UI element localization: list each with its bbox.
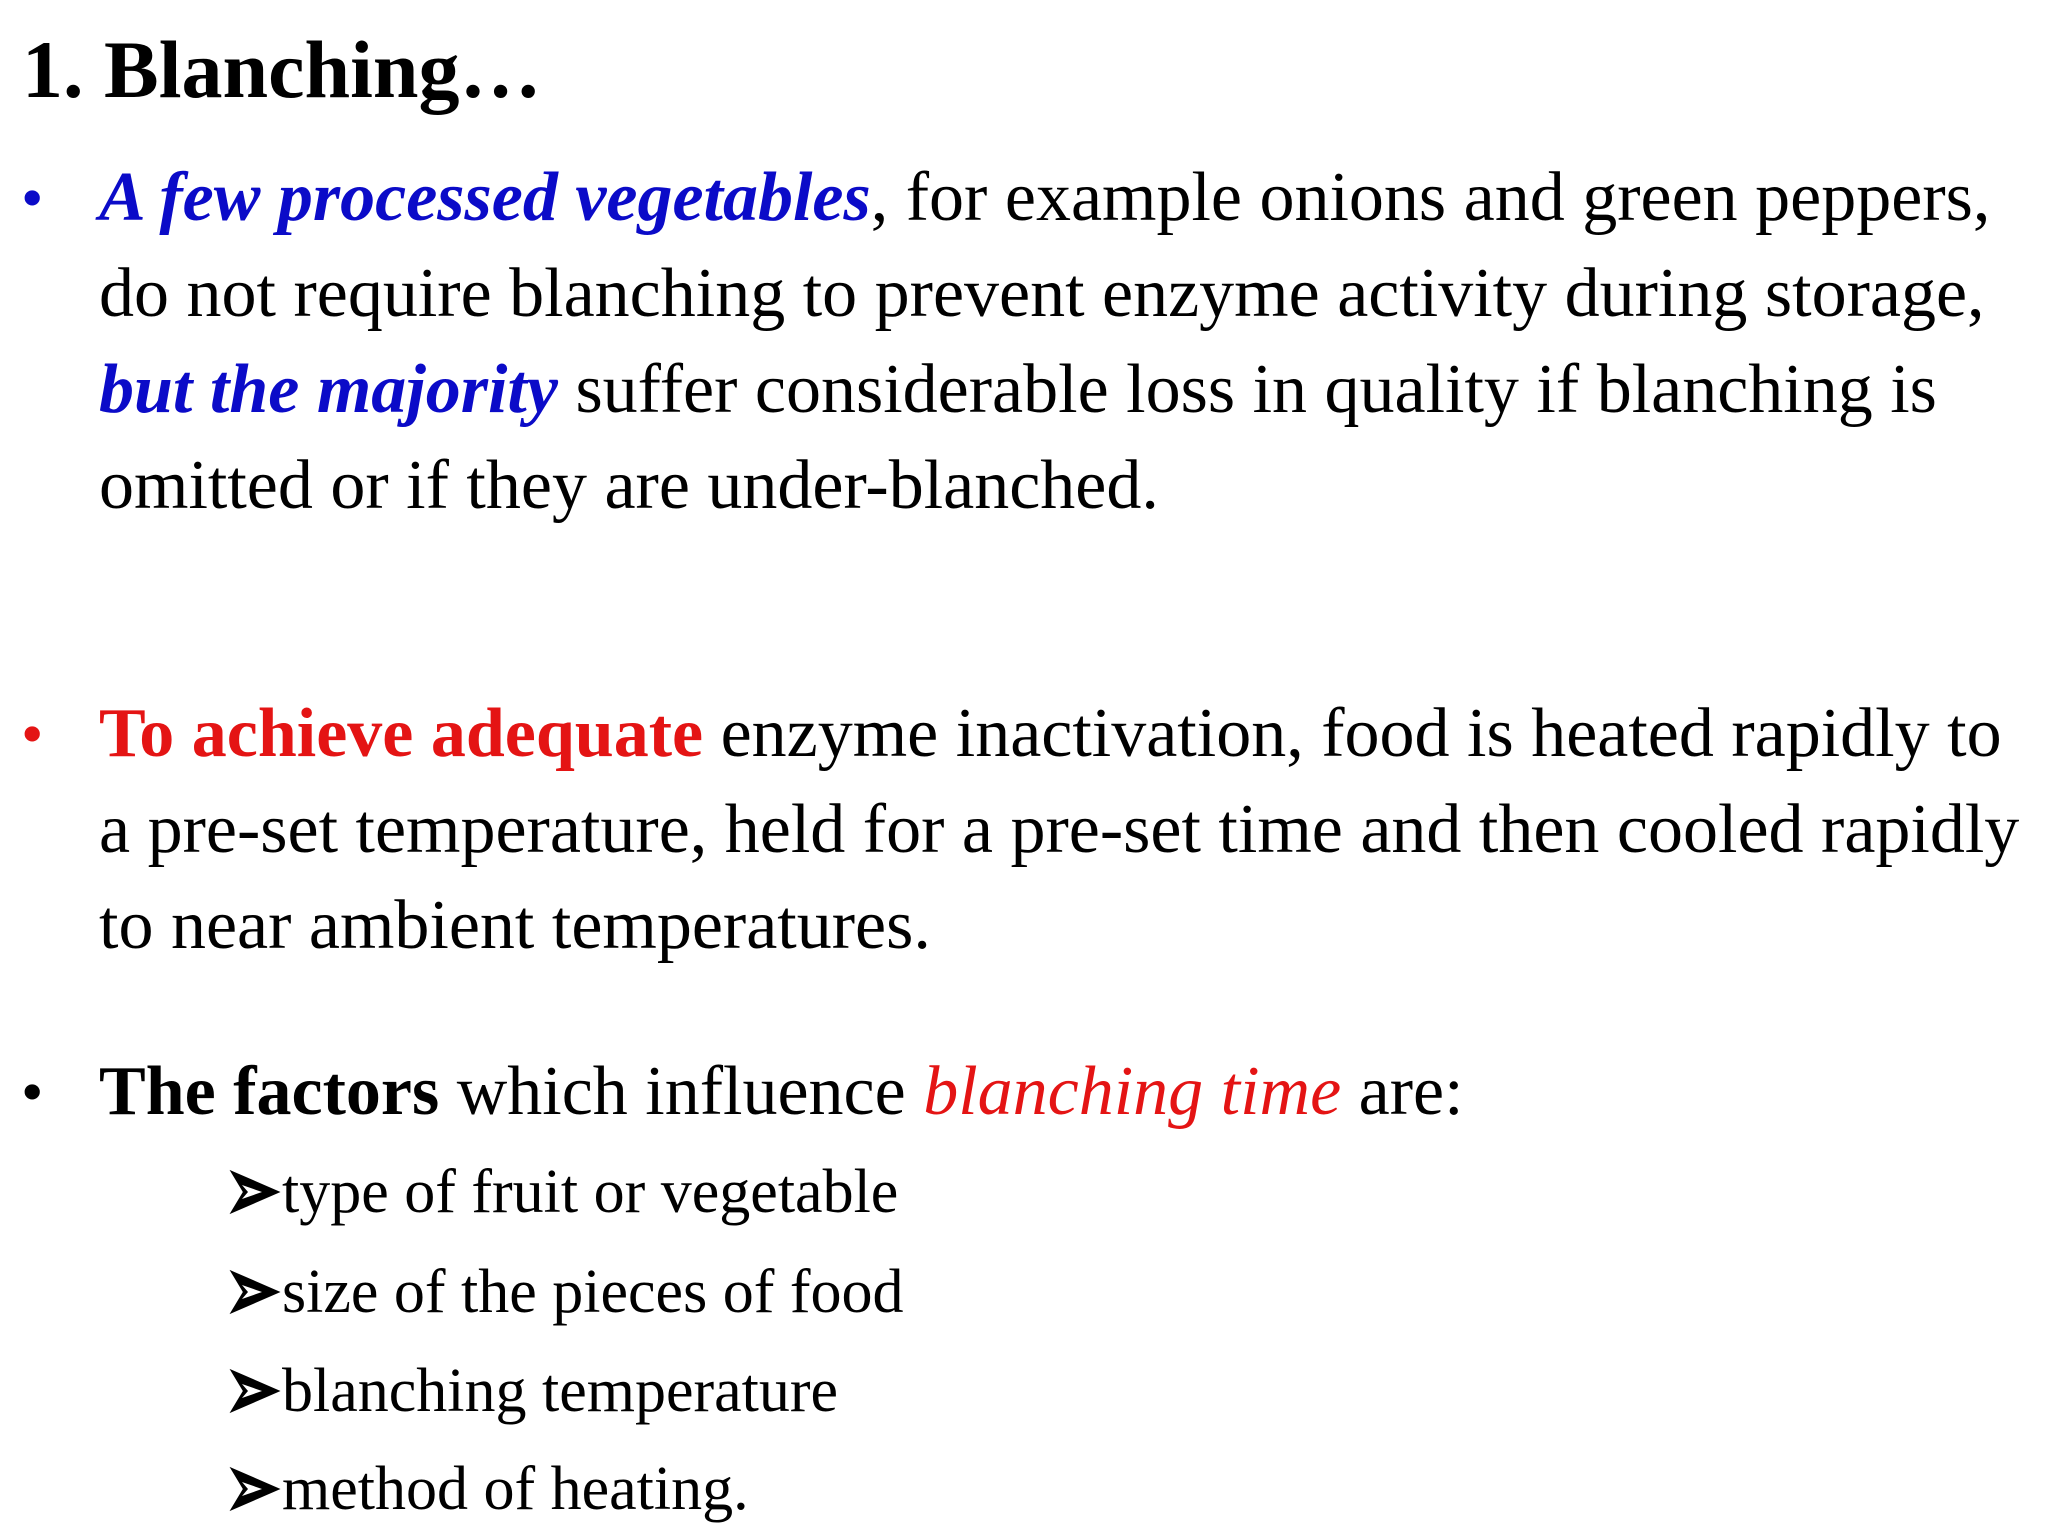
black-bullet-icon: •: [21, 1056, 44, 1127]
factor-list-item-heating-method: [228, 1449, 749, 1529]
factor-text: size of the pieces of food: [282, 1258, 904, 1326]
bullet-processed-vegetables: [21, 150, 2039, 534]
bullet-2-lead: To achieve adequate: [99, 695, 704, 772]
bullet-3-lead: The factors: [99, 1053, 440, 1130]
slide-title: 1. Blanching…: [22, 24, 542, 115]
bullet-3-text-a: which influence: [439, 1053, 924, 1130]
bullet-enzyme-inactivation: [21, 686, 2039, 974]
bullet-1-lead: A few processed vegetables: [99, 159, 871, 236]
factor-list-item-fruit-vegetable-type: [228, 1152, 898, 1232]
arrowhead-bullet-icon: [228, 1367, 282, 1415]
blue-bullet-icon: •: [21, 162, 44, 233]
bullet-2-text: enzyme inactivation, food is heated rapidly to a pre-set temperature, held for a pre-set time and then cooled rapidly to near ambient temperatures.: [99, 695, 2020, 964]
bullet-1-text-b: suffer considerable loss in quality if blanching is omitted or if they are under-blanched.: [99, 351, 1937, 524]
bullet-1-emphasis: but the majority: [99, 351, 558, 428]
bullet-blanching-factors: [21, 1044, 2039, 1140]
arrowhead-bullet-icon: [228, 1168, 282, 1216]
factor-list-item-piece-size: [228, 1252, 903, 1332]
bullet-3-emphasis: blanching time: [923, 1053, 1342, 1130]
factor-text: blanching temperature: [282, 1357, 839, 1425]
factor-text: type of fruit or vegetable: [282, 1158, 899, 1226]
red-bullet-icon: •: [21, 698, 44, 769]
factor-list-item-temperature: [228, 1351, 838, 1431]
bullet-1-text-a: , for example onions and green peppers, do not require blanching to prevent enzyme activity during storage,: [99, 159, 1991, 332]
arrowhead-bullet-icon: [228, 1465, 282, 1513]
arrowhead-bullet-icon: [228, 1268, 282, 1316]
factor-text: method of heating.: [282, 1455, 749, 1523]
bullet-3-text-b: are:: [1341, 1053, 1464, 1130]
